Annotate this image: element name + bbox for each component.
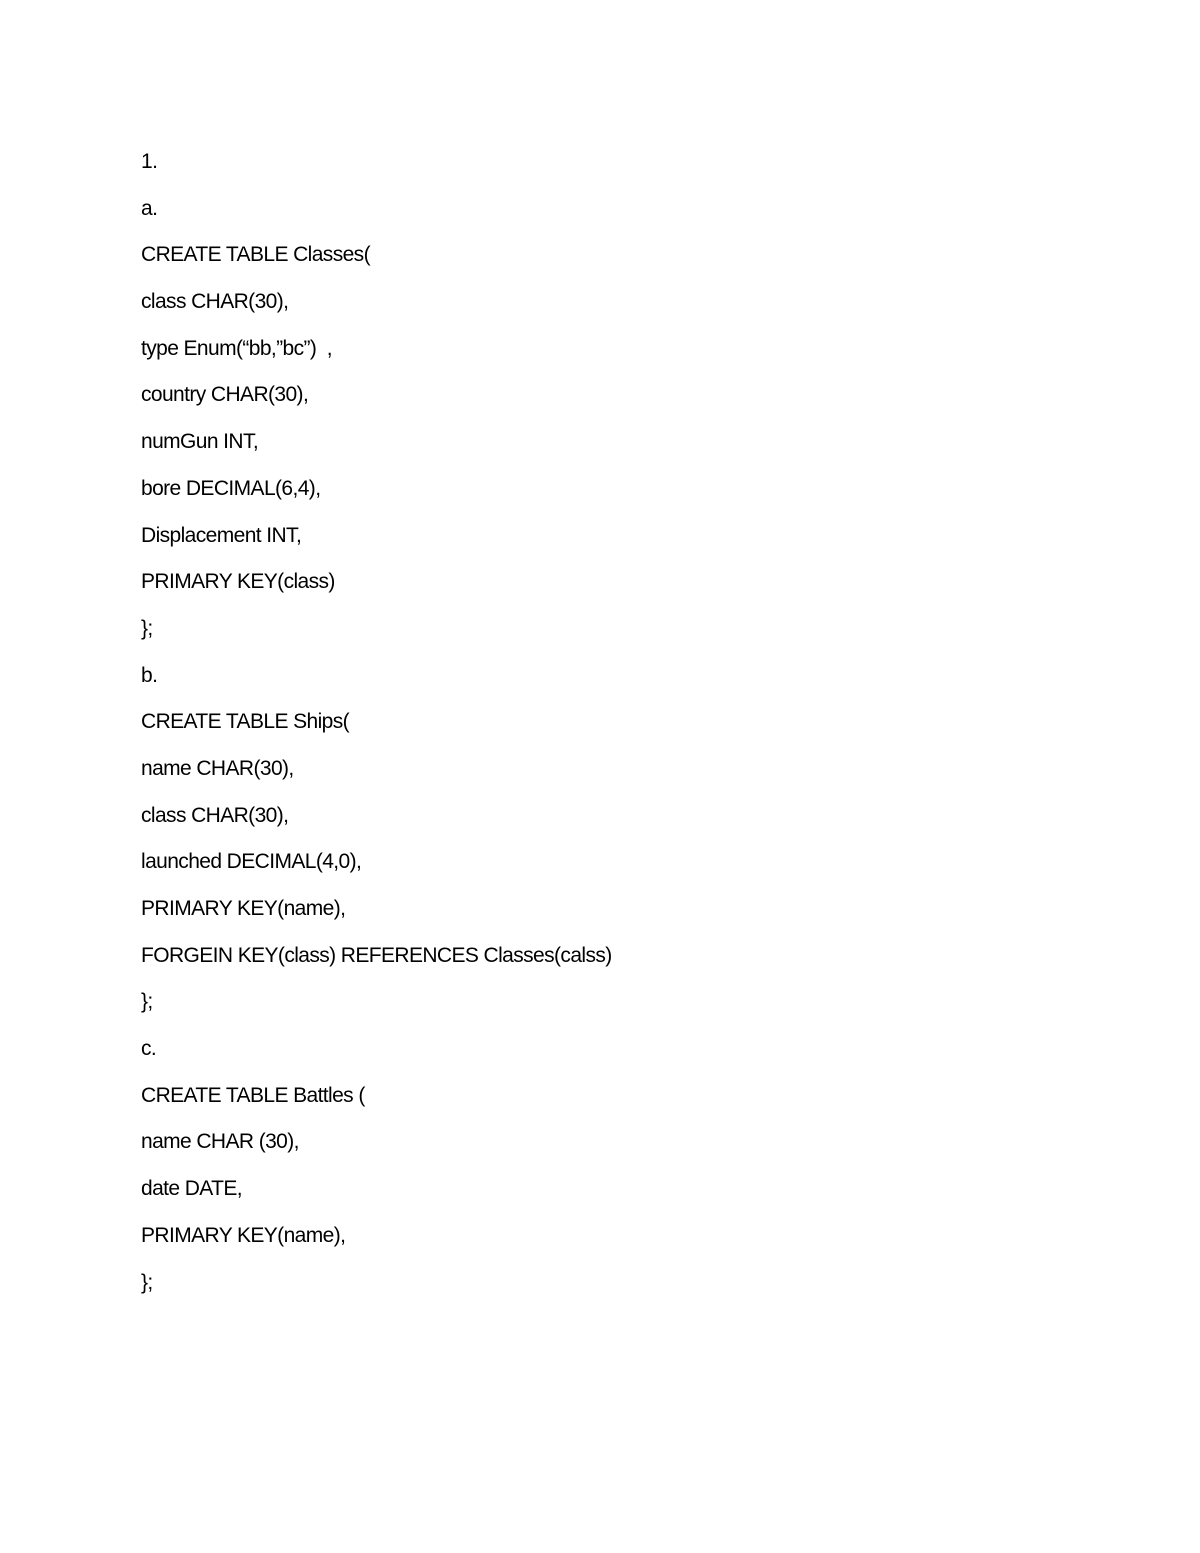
- sql-line: Displacement INT,: [141, 523, 302, 547]
- question-number: 1.: [141, 150, 158, 173]
- part-label-a: a.: [141, 196, 158, 220]
- sql-line: };: [141, 616, 153, 640]
- sql-line: class CHAR(30),: [141, 290, 289, 314]
- sql-line: CREATE TABLE Battles (: [141, 1083, 365, 1107]
- sql-line: launched DECIMAL(4,0),: [141, 850, 362, 874]
- sql-line: name CHAR (30),: [141, 1130, 299, 1154]
- sql-line: bore DECIMAL(6,4),: [141, 476, 321, 500]
- sql-line: FORGEIN KEY(class) REFERENCES Classes(calss): [141, 943, 612, 967]
- sql-line: CREATE TABLE Ships(: [141, 710, 350, 734]
- sql-line: PRIMARY KEY(class): [141, 570, 335, 594]
- part-label-b: b.: [141, 663, 158, 687]
- sql-line: numGun INT,: [141, 430, 259, 454]
- sql-line: date DATE,: [141, 1177, 242, 1201]
- sql-line: name CHAR(30),: [141, 756, 294, 780]
- part-label-c: c.: [141, 1037, 157, 1061]
- document-body: [141, 139, 1041, 1306]
- sql-line: CREATE TABLE Classes(: [141, 243, 370, 267]
- sql-line: PRIMARY KEY(name),: [141, 897, 346, 920]
- sql-line: };: [141, 990, 153, 1014]
- sql-line: };: [141, 1270, 153, 1294]
- sql-line: class CHAR(30),: [141, 803, 289, 827]
- sql-line: PRIMARY KEY(name),: [141, 1223, 346, 1247]
- sql-line: country CHAR(30),: [141, 383, 309, 407]
- sql-line: type Enum(“bb,”bc”) ,: [141, 336, 333, 360]
